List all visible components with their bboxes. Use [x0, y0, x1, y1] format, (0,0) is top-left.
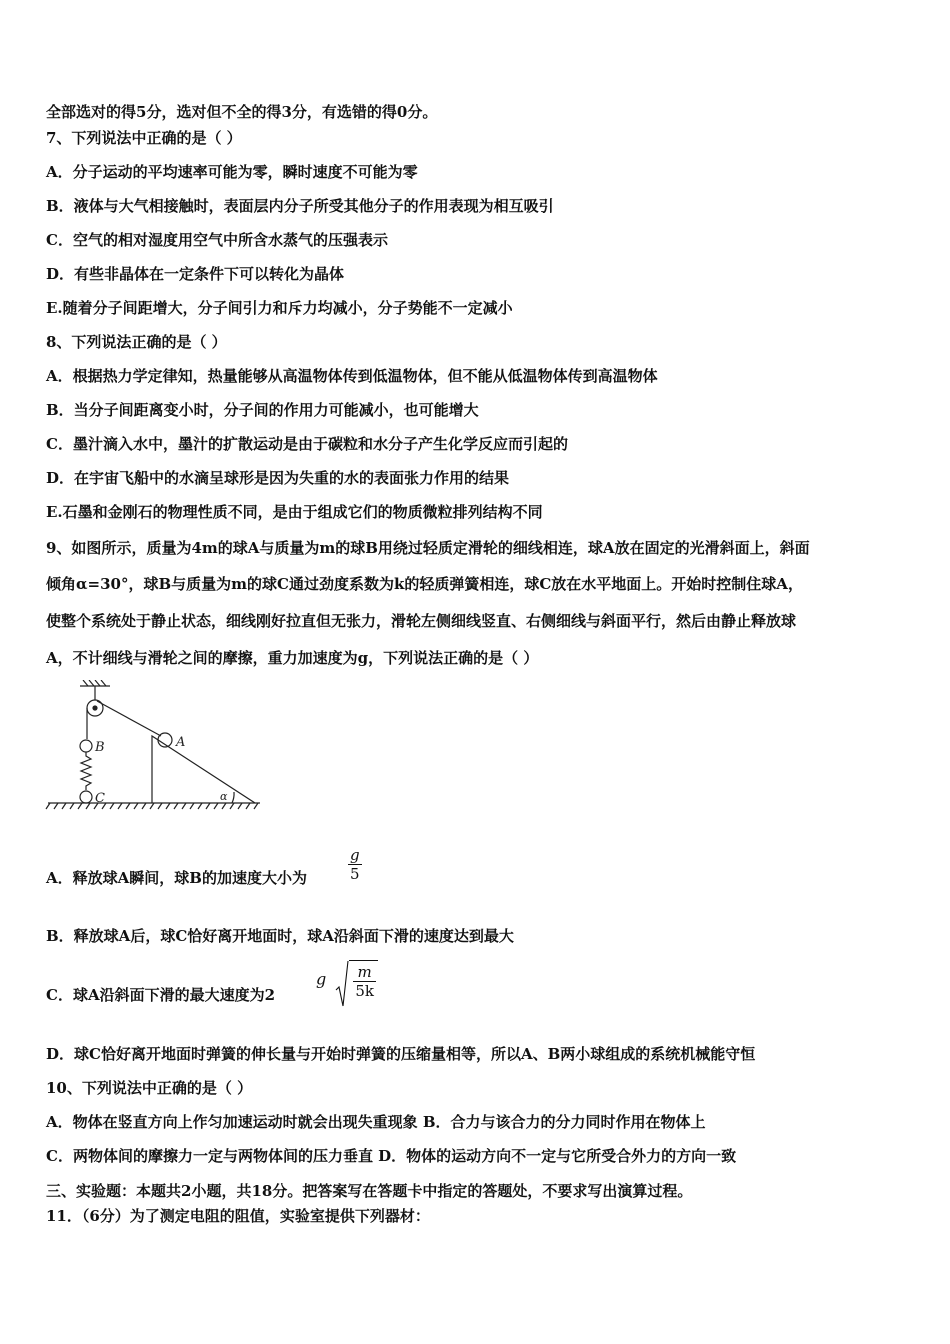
square-root: [335, 960, 378, 1000]
fraction-denominator: 5k: [355, 982, 374, 1000]
question-8-stem: 8、下列说法正确的是（ ）: [46, 333, 227, 351]
question-9-stem-line-4: A，不计细线与滑轮之间的摩擦，重力加速度为g，下列说法正确的是（ ）: [46, 649, 539, 667]
radical-sign: [335, 960, 349, 1008]
question-8-option-c: C．墨汁滴入水中，墨汁的扩散运动是由于碳粒和水分子产生化学反应而引起的: [46, 435, 568, 453]
question-10-stem: 10、下列说法中正确的是（ ）: [46, 1079, 253, 1097]
question-8-option-e: E.石墨和金刚石的物理性质不同，是由于组成它们的物质微粒排列结构不同: [46, 503, 543, 521]
fraction-numerator: g: [350, 846, 360, 864]
question-8-option-d: D．在宇宙飞船中的水滴呈球形是因为失重的水的表面张力作用的结果: [46, 469, 510, 487]
question-9-option-b: B．释放球A后，球C恰好离开地面时，球A沿斜面下滑的速度达到最大: [46, 927, 514, 945]
question-7-stem: 7、下列说法中正确的是（ ）: [46, 129, 242, 147]
question-9-option-c: C．球A沿斜面下滑的最大速度为2: [46, 986, 276, 1004]
label-ball-b: B: [95, 740, 105, 755]
option-c-g: g: [316, 969, 327, 989]
question-11-stem: 11．（6分）为了测定电阻的阻值，实验室提供下列器材：: [46, 1207, 430, 1225]
option-a-fraction: [348, 846, 362, 883]
question-9-option-a: A．释放球A瞬间，球B的加速度大小为: [46, 869, 307, 887]
question-10-options-cd: C．两物体间的摩擦力一定与两物体间的压力垂直 D．物体的运动方向不一定与它所受合外力的方向一致: [46, 1147, 737, 1165]
fraction-denominator: 5: [350, 865, 360, 883]
pulley-incline-diagram: [44, 680, 264, 810]
question-9-stem-line-3: 使整个系统处于静止状态，细线刚好拉直但无张力，滑轮左侧细线竖直、右侧细线与斜面平行，然后由静止释放球: [46, 612, 797, 630]
label-ball-c: C: [95, 791, 105, 806]
label-angle-alpha: α: [220, 790, 228, 803]
question-7-option-b: B．液体与大气相接触时，表面层内分子所受其他分子的作用表现为相互吸引: [46, 197, 554, 215]
question-7-option-c: C．空气的相对湿度用空气中所含水蒸气的压强表示: [46, 231, 388, 249]
question-7-option-e: E.随着分子间距增大，分子间引力和斥力均减小，分子势能不一定减小: [46, 299, 513, 317]
question-8-option-b: B．当分子间距离变小时，分子间的作用力可能减小，也可能增大: [46, 401, 479, 419]
question-9-stem-line-2: 倾角α=30°，球B与质量为m的球C通过劲度系数为k的轻质弹簧相连，球C放在水平地面上。开始时控制住球A，: [46, 575, 803, 593]
question-10-options-ab: A．物体在竖直方向上作匀加速运动时就会出现失重现象 B．合力与该合力的分力同时作用在物体上: [46, 1113, 706, 1131]
option-c-expression: [316, 960, 378, 1000]
question-7-option-d: D．有些非晶体在一定条件下可以转化为晶体: [46, 265, 345, 283]
question-8-option-a: A．根据热力学定律知，热量能够从高温物体传到低温物体，但不能从低温物体传到高温物体: [46, 367, 658, 385]
section-3-heading: 三、实验题：本题共2小题，共18分。把答案写在答题卡中指定的答题处，不要求写出演算过程。: [46, 1182, 693, 1200]
text-line: 全部选对的得5分，选对但不全的得3分，有选错的得0分。: [46, 103, 438, 121]
question-9-option-d: D．球C恰好离开地面时弹簧的伸长量与开始时弹簧的压缩量相等，所以A、B两小球组成的系统机械能守恒: [46, 1045, 756, 1063]
question-9-stem-line-1: 9、如图所示，质量为4m的球A与质量为m的球B用绕过轻质定滑轮的细线相连，球A放在固定的光滑斜面上，斜面: [46, 539, 810, 557]
question-7-option-a: A．分子运动的平均速率可能为零，瞬时速度不可能为零: [46, 163, 418, 181]
label-ball-a: A: [176, 735, 186, 750]
fraction-numerator: m: [353, 963, 376, 982]
